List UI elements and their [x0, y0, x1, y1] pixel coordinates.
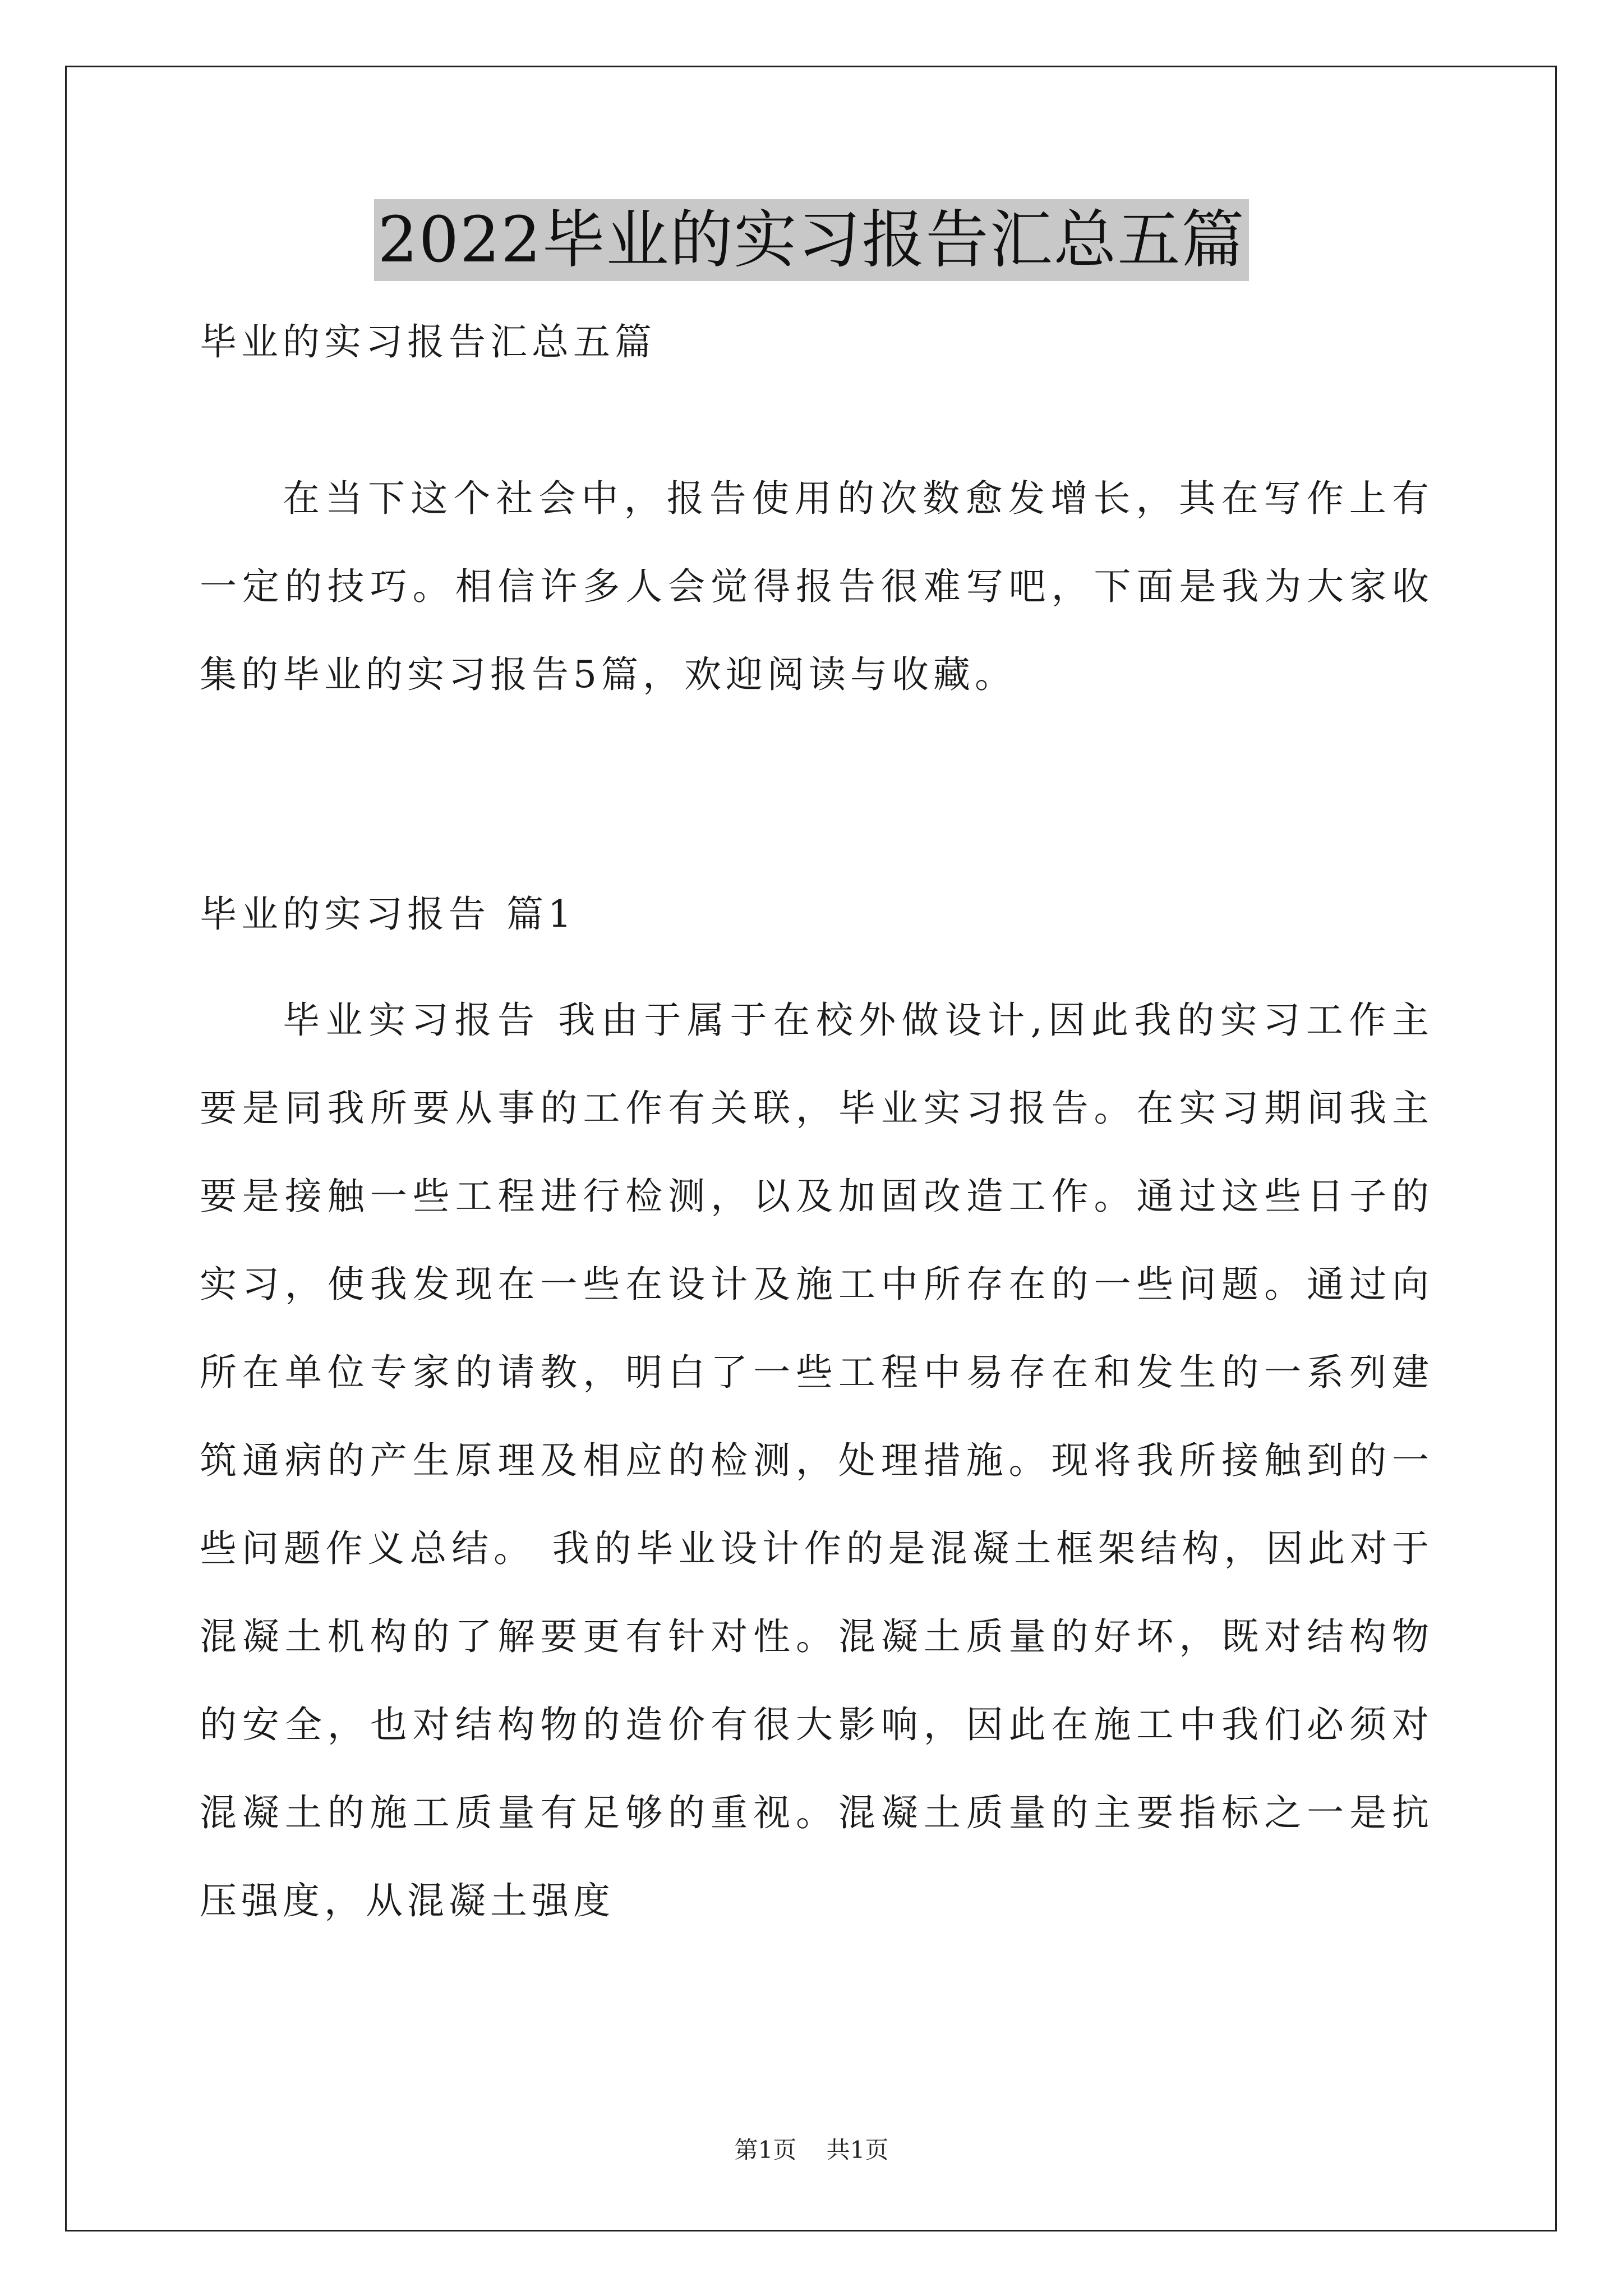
body-paragraph: 毕业实习报告 我由于属于在校外做设计,因此我的实习工作主要是同我所要从事的工作有关联，毕业实习报告。在实习期间我主要是接触一些工程进行检测，以及加固改造工作。通过这些日子的实习，使我发现在一些在设计及施工中所存在的一些问题。通过向所在单位专家的请教，明白了一些工程中易存在和发生的一系列建筑通病的产生原理及相应的检测，处理措施。现将我所接触到的一些问题作义总结。 我的毕业设计作的是混凝土框架结构，因此对于混凝土机构的了解要更有针对性。混凝土质量的好坏，既对结构物的安全，也对结构物的造价有很大影响，因此在施工中我们必须对混凝土的施工质量有足够的重视。混凝土质量的主要指标之一是抗压强度，从混凝土强度 [200, 999, 1433, 1922]
document-title: 2022毕业的实习报告汇总五篇 [374, 199, 1248, 281]
document-subtitle: 毕业的实习报告汇总五篇 [200, 320, 656, 364]
intro-paragraph: 在当下这个社会中，报告使用的次数愈发增长，其在写作上有一定的技巧。相信许多人会觉得报告很难写吧，下面是我为大家收集的毕业的实习报告5篇，欢迎阅读与收藏。 [200, 477, 1433, 696]
section-heading: 毕业的实习报告 篇1 [200, 892, 576, 936]
title-wrapper [0, 199, 1623, 281]
page-total: 共1页 [826, 2136, 889, 2164]
page-footer [0, 2134, 1623, 2166]
page-number: 第1页 [734, 2136, 797, 2164]
